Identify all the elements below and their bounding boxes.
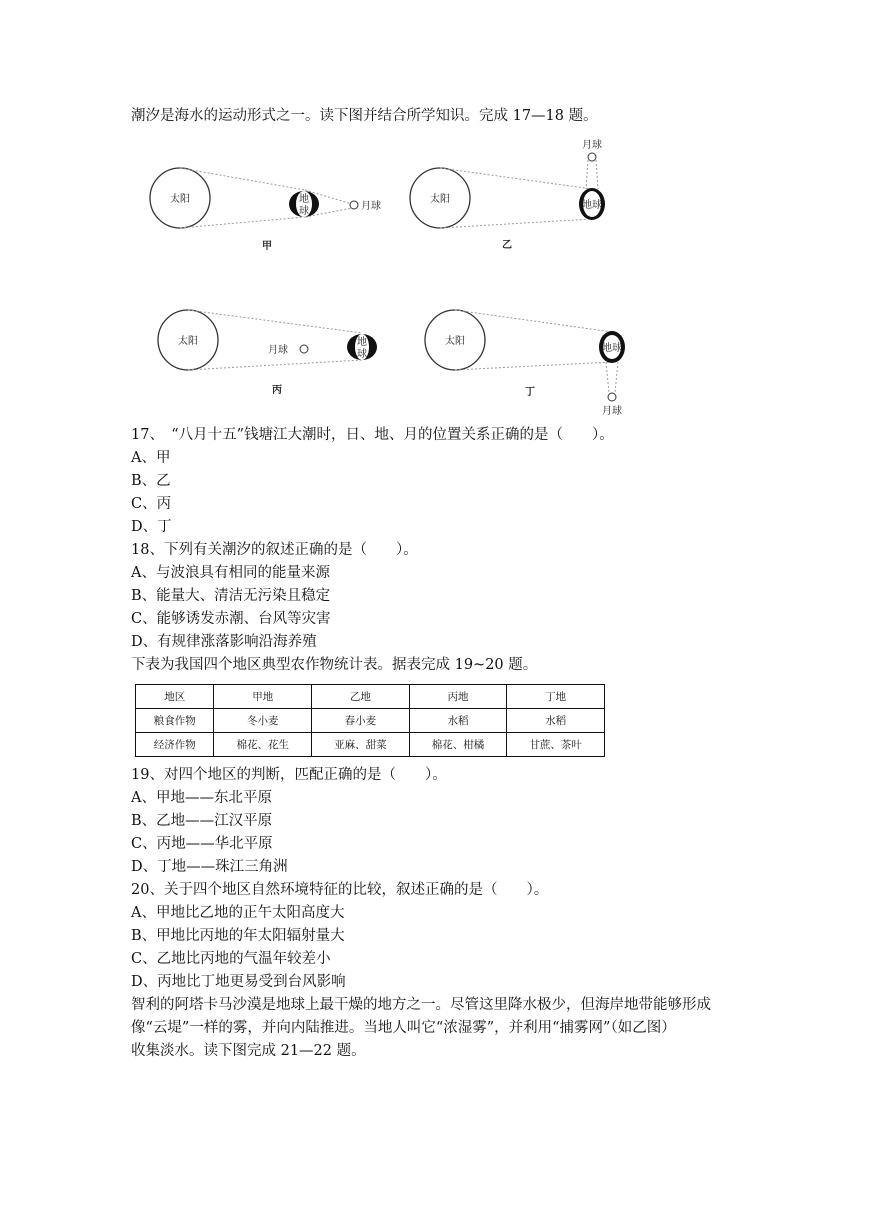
panel-caption: 丙 bbox=[272, 385, 282, 396]
q19-option-b: B、乙地——江汉平原 bbox=[131, 813, 273, 829]
sun-label: 太阳 bbox=[178, 336, 198, 347]
panel-caption: 乙 bbox=[502, 240, 512, 251]
sun-label: 太阳 bbox=[445, 336, 465, 347]
earth-label-top: 地 bbox=[357, 337, 367, 348]
table-row bbox=[136, 709, 605, 733]
earth-label-bottom: 球 bbox=[299, 206, 309, 217]
q17-option-a: A、甲 bbox=[131, 450, 171, 466]
panel-caption: 丁 bbox=[525, 387, 535, 398]
q17-option-c: C、丙 bbox=[131, 496, 172, 512]
table-cell: 棉花、花生 bbox=[214, 733, 312, 757]
q17-option-d: D、丁 bbox=[131, 519, 172, 535]
table-cell: 甘蔗、茶叶 bbox=[507, 733, 605, 757]
moon-label: 月球 bbox=[268, 345, 288, 356]
table-header-cell: 丙地 bbox=[409, 685, 507, 709]
panel-ding bbox=[425, 310, 625, 417]
panel-caption: 甲 bbox=[262, 241, 272, 252]
moon-label: 月球 bbox=[361, 201, 381, 212]
q17-option-b: B、乙 bbox=[131, 473, 171, 489]
q18-option-b: B、能量大、清洁无污染且稳定 bbox=[131, 588, 331, 604]
q20-option-a: A、甲地比乙地的正午太阳高度大 bbox=[131, 905, 345, 921]
table-cell: 粮食作物 bbox=[136, 709, 214, 733]
q18-stem: 18、下列有关潮汐的叙述正确的是（ ）。 bbox=[131, 542, 418, 558]
table-header-cell: 丁地 bbox=[507, 685, 605, 709]
table-header-cell: 甲地 bbox=[214, 685, 312, 709]
q19-stem: 19、对四个地区的判断，匹配正确的是（ ）。 bbox=[131, 767, 447, 783]
table-cell: 水稻 bbox=[507, 709, 605, 733]
earth-label-top: 地 bbox=[299, 194, 309, 205]
table-cell: 棉花、柑橘 bbox=[409, 733, 507, 757]
q19-option-d: D、丁地——珠江三角洲 bbox=[131, 859, 288, 875]
intro-table: 下表为我国四个地区典型农作物统计表。据表完成 19~20 题。 bbox=[131, 657, 538, 673]
moon-label: 月球 bbox=[602, 406, 622, 417]
moon-label: 月球 bbox=[582, 140, 602, 151]
q20-option-c: C、乙地比丙地的气温年较差小 bbox=[131, 951, 331, 967]
panel-bing bbox=[158, 310, 377, 396]
earth-label: 地球 bbox=[582, 200, 602, 211]
table-cell: 经济作物 bbox=[136, 733, 214, 757]
table-header-row bbox=[136, 685, 605, 709]
q18-option-a: A、与波浪具有相同的能量来源 bbox=[131, 565, 330, 581]
table-row bbox=[136, 733, 605, 757]
panel-yi bbox=[410, 138, 605, 251]
q19-option-c: C、丙地——华北平原 bbox=[131, 836, 273, 852]
q18-option-d: D、有规律涨落影响沿海养殖 bbox=[131, 634, 317, 650]
table-cell: 亚麻、甜菜 bbox=[312, 733, 410, 757]
table-cell: 水稻 bbox=[409, 709, 507, 733]
q20-option-b: B、甲地比丙地的年太阳辐射量大 bbox=[131, 928, 345, 944]
table-cell: 春小麦 bbox=[312, 709, 410, 733]
earth-label: 地球 bbox=[602, 343, 622, 354]
q19-option-a: A、甲地——东北平原 bbox=[131, 790, 272, 806]
intro-tides: 潮汐是海水的运动形式之一。读下图并结合所学知识。完成 17—18 题。 bbox=[131, 108, 598, 124]
intro-fog-line-1: 智利的阿塔卡马沙漠是地球上最干燥的地方之一。尽管这里降水极少，但海岸地带能够形成 bbox=[131, 997, 711, 1013]
crop-table bbox=[135, 684, 605, 757]
table-cell: 冬小麦 bbox=[214, 709, 312, 733]
q20-option-d: D、丙地比丁地更易受到台风影响 bbox=[131, 974, 346, 990]
panel-jia bbox=[150, 168, 381, 252]
sun-earth-moon-figure bbox=[0, 0, 869, 430]
sun-label: 太阳 bbox=[170, 194, 190, 205]
intro-fog-line-2: 像“云堤”一样的雾，并向内陆推进。当地人叫它“浓湿雾”，并利用“捕雾网”（如乙图） bbox=[131, 1020, 676, 1036]
intro-fog-line-3: 收集淡水。读下图完成 21—22 题。 bbox=[131, 1043, 366, 1059]
q20-stem: 20、关于四个地区自然环境特征的比较，叙述正确的是（ ）。 bbox=[131, 882, 549, 898]
table-header-cell: 乙地 bbox=[312, 685, 410, 709]
earth-label-bottom: 球 bbox=[357, 349, 367, 360]
q17-stem: 17、 “八月十五”钱塘江大潮时，日、地、月的位置关系正确的是（ ）。 bbox=[131, 427, 614, 443]
q18-option-c: C、能够诱发赤潮、台风等灾害 bbox=[131, 611, 331, 627]
table-header-cell: 地区 bbox=[136, 685, 214, 709]
sun-label: 太阳 bbox=[430, 194, 450, 205]
